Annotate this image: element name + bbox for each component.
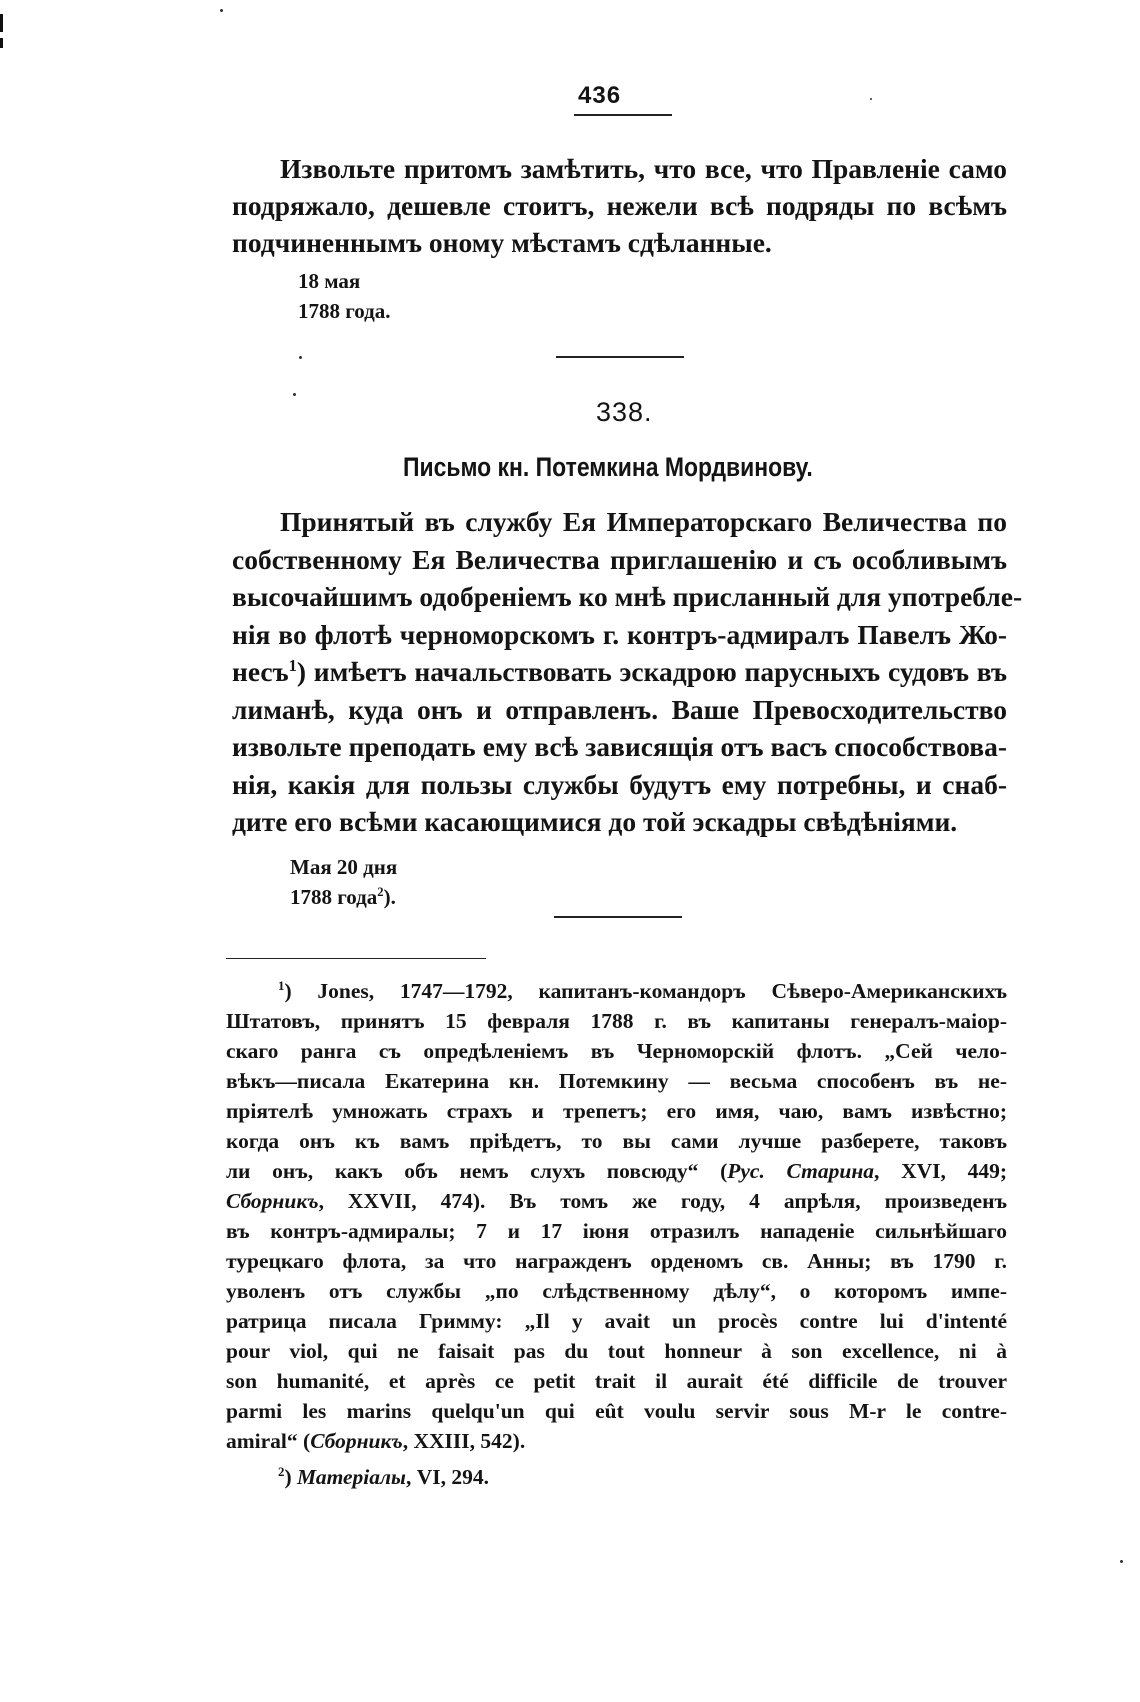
text-line: скаго ранга съ опредѣленіемъ въ Черноморскій флотъ. „Сей чело- xyxy=(226,1039,1007,1063)
scan-speck xyxy=(293,393,296,396)
text-line: вѣкъ—писала Екатерина кн. Потемкину — весьма способенъ въ не- xyxy=(226,1069,1007,1093)
text-line: pour viol, qui ne faisait pas du tout honneur à son excellence, ni à xyxy=(226,1339,1007,1363)
footnote-1 xyxy=(226,976,1007,1456)
text-line: пріятелѣ умножать страхъ и трепетъ; его имя, чаю, вамъ извѣстно; xyxy=(226,1099,1007,1123)
source-citation: Сборникъ xyxy=(226,1189,319,1213)
text-line xyxy=(226,1462,1007,1492)
scan-speck xyxy=(870,98,872,100)
date-year-text: 1788 года xyxy=(290,885,378,909)
text-line: уволенъ отъ службы „по слѣдственному дѣлу“, о которомъ импе- xyxy=(226,1279,1007,1303)
text-line: подряжало, дешевле стоитъ, нежели всѣ подряды по всѣмъ xyxy=(232,190,1007,221)
scan-edge-mark xyxy=(0,38,3,48)
date-day: 18 мая xyxy=(298,269,361,293)
scan-speck xyxy=(1120,1560,1123,1563)
text-line: нія, какія для пользы службы будутъ ему потребны, и снаб- xyxy=(232,768,1007,800)
date-suffix: ). xyxy=(383,885,396,909)
letter-ending-paragraph xyxy=(232,150,1007,261)
text-line: Штатовъ, принятъ 15 февраля 1788 г. въ капитаны генералъ-маіор- xyxy=(226,1009,1007,1033)
date-day: Мая 20 дня xyxy=(290,855,398,879)
text-fragment: ) xyxy=(284,1465,297,1489)
section-divider xyxy=(554,916,682,918)
footnote-separator xyxy=(226,958,486,959)
letter-date xyxy=(290,852,397,912)
text-line: нія во флотѣ черноморскомъ г. контръ-адмиралъ Павелъ Жо- xyxy=(232,618,1007,650)
text-line: турецкаго флота, за что награжденъ орденомъ св. Анны; въ 1790 г. xyxy=(226,1249,1007,1273)
footnote-marker: 1 xyxy=(278,978,285,993)
date-year: 1788 года. xyxy=(298,299,391,323)
text-line xyxy=(226,1156,1007,1186)
footnote-ref: 2 xyxy=(377,885,384,899)
text-line xyxy=(226,976,1007,1006)
text-fragment: , VI, 294. xyxy=(405,1465,490,1489)
page-number: 436 xyxy=(578,82,622,109)
text-fragment: , XXIII, 542). xyxy=(402,1429,526,1453)
footnotes xyxy=(226,976,1007,1492)
page-number-underline xyxy=(574,114,672,116)
text-line: parmi les marins quelqu'un qui eût voulu servir sous M-r le contre- xyxy=(226,1399,1007,1423)
text-line xyxy=(226,1426,1007,1456)
text-line: высочайшимъ одобреніемъ ко мнѣ присланный для употребле- xyxy=(232,581,1023,612)
document-title: Письмо кн. Потемкина Мордвинову. xyxy=(403,452,813,482)
text-fragment: , XXVII, 474). Въ томъ же году, 4 апрѣля, произведенъ xyxy=(318,1189,1007,1213)
document-number: 338. xyxy=(596,397,653,427)
text-line: ратрица писала Гримму: „Il y avait un procès contre lui d'intenté xyxy=(226,1309,1007,1333)
scan-speck xyxy=(299,356,302,359)
text-line: дите его всѣми касающимися до той эскадры свѣдѣніями. xyxy=(232,806,958,837)
text-line xyxy=(226,1186,1007,1216)
text-fragment: , XVI, 449; xyxy=(874,1159,1007,1183)
text-fragment: ) имѣетъ начальствовать эскадрою парусныхъ судовъ въ xyxy=(296,656,1007,687)
text-line: когда онъ къ вамъ пріѣдетъ, то вы сами лучше разберете, таковъ xyxy=(226,1129,1007,1153)
section-divider xyxy=(556,356,684,358)
text-line: подчиненнымъ оному мѣстамъ сдѣланные. xyxy=(232,227,772,258)
text-fragment: несъ xyxy=(232,656,289,687)
footnote-marker: 2 xyxy=(278,1464,285,1479)
text-line: собственному Ея Величества приглашенію и съ особливымъ xyxy=(232,543,1007,575)
footnote-2 xyxy=(226,1462,1007,1492)
text-fragment: amiral“ ( xyxy=(226,1429,311,1453)
text-line: Принятый въ службу Ея Императорскаго Величества по xyxy=(280,506,1007,537)
text-line: извольте преподать ему всѣ зависящія отъ васъ способствова- xyxy=(232,731,1007,762)
source-citation: Матеріалы xyxy=(297,1465,406,1489)
scan-speck xyxy=(220,9,223,12)
footnote-ref: 1 xyxy=(288,655,297,675)
text-line: Извольте притомъ замѣтить, что все, что Правленіе само xyxy=(280,153,1007,184)
source-citation: Рус. Старина xyxy=(727,1159,875,1183)
text-line: son humanité, et après ce petit trait il aurait été difficile de trouver xyxy=(226,1369,1007,1393)
date-year xyxy=(290,882,397,912)
source-citation: Сборникъ xyxy=(310,1429,403,1453)
scan-edge-mark xyxy=(0,14,3,32)
text-line xyxy=(232,653,1007,691)
text-fragment: ) Jones, 1747—1792, капитанъ-командоръ Сѣверо-Американскихъ xyxy=(284,979,1007,1003)
text-line: въ контръ-адмиралы; 7 и 17 іюня отразилъ нападеніе сильнѣйшаго xyxy=(226,1219,1007,1243)
letter-body xyxy=(232,503,1023,841)
text-fragment: ли онъ, какъ объ немъ слухъ повсюду“ ( xyxy=(226,1159,728,1183)
letter-date xyxy=(298,266,391,326)
text-line: лиманѣ, куда онъ и отправленъ. Ваше Превосходительство xyxy=(232,693,1007,725)
